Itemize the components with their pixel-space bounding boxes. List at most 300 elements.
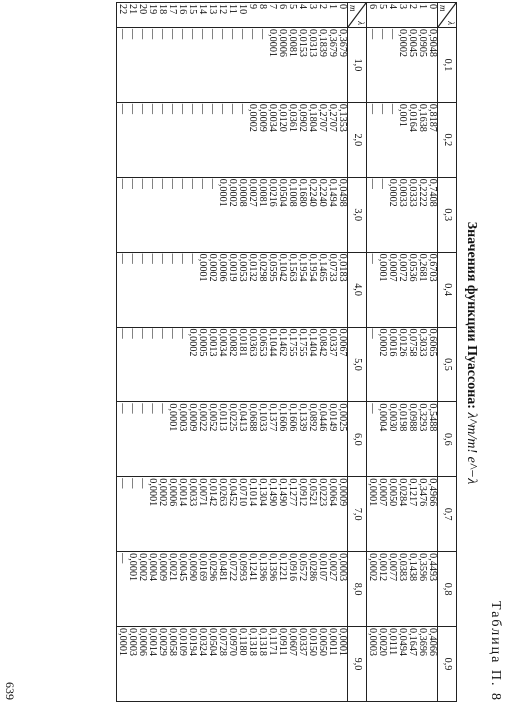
value-cell: 0,1180 xyxy=(237,628,248,656)
value-cell: 0,0004 xyxy=(377,403,388,432)
value-cell: 0,0494 xyxy=(397,628,408,657)
value-cell: — xyxy=(187,103,198,115)
value-cell: 0,0988 xyxy=(407,403,418,432)
value-cell: 0,0058 xyxy=(167,628,178,657)
value-cell: 0,0198 xyxy=(397,403,408,432)
header-row-part1 xyxy=(438,3,457,702)
m-index: 3 xyxy=(397,4,408,10)
value-cell: 0,0263 xyxy=(217,478,228,507)
value-cell: — xyxy=(177,29,188,40)
value-cell: 0,1318 xyxy=(257,628,268,657)
value-cell: 0,0284 xyxy=(397,478,408,507)
value-cell: 0,0025 xyxy=(337,403,348,432)
m-index: 12 xyxy=(217,4,228,15)
value-cell: 0,0313 xyxy=(307,29,318,58)
m-index: 7 xyxy=(267,4,278,10)
lambda-header: 7,0 xyxy=(348,477,367,552)
value-column xyxy=(367,252,438,327)
value-cell: 0,0020 xyxy=(377,628,388,657)
value-cell: 0,0498 xyxy=(337,178,348,207)
value-cell: 0,2707 xyxy=(317,103,328,132)
value-cell: — xyxy=(387,103,398,115)
value-cell: 0,0324 xyxy=(197,628,208,657)
value-cell: — xyxy=(177,328,188,339)
value-cell: 0,0002 xyxy=(227,178,238,207)
value-cell: 0,0363 xyxy=(247,328,258,357)
value-cell: 0,1954 xyxy=(297,253,308,282)
value-cell: 0,0001 xyxy=(117,628,128,657)
value-cell: — xyxy=(227,103,238,115)
value-cell: 0,1014 xyxy=(247,478,258,507)
value-cell: 0,3679 xyxy=(337,29,348,58)
value-cell: 0,1638 xyxy=(417,103,428,132)
value-cell: 0,0153 xyxy=(297,29,308,58)
value-cell: 0,1171 xyxy=(267,628,278,656)
value-cell: 0,1465 xyxy=(317,253,328,282)
lambda-header: 0,5 xyxy=(438,327,457,402)
m-index: 2 xyxy=(407,4,418,10)
value-cell: — xyxy=(167,253,178,264)
value-cell: 0,0607 xyxy=(287,628,298,657)
m-index-column xyxy=(367,3,438,28)
value-cell: — xyxy=(147,178,158,189)
value-cell: 0,0082 xyxy=(227,328,238,357)
m-index: 8 xyxy=(257,4,268,10)
value-cell: 0,0022 xyxy=(197,403,208,432)
value-cell: 0,0019 xyxy=(227,253,238,282)
value-cell: 0,0008 xyxy=(237,178,248,207)
value-cell: 0,0003 xyxy=(177,403,188,432)
value-cell: 0,2240 xyxy=(317,178,328,207)
m-index: 22 xyxy=(117,4,128,15)
value-cell: 0,0001 xyxy=(127,553,138,582)
value-cell: 0,1217 xyxy=(407,478,418,507)
value-cell: 0,4493 xyxy=(427,553,438,582)
value-cell: — xyxy=(367,253,378,264)
value-cell: 0,0006 xyxy=(277,29,288,58)
value-cell: 0,1277 xyxy=(287,478,298,507)
value-cell: 0,4966 xyxy=(427,478,438,507)
value-cell: — xyxy=(237,103,248,115)
value-cell: 0,3679 xyxy=(327,29,338,58)
value-cell: 0,0090 xyxy=(187,553,198,582)
value-cell: — xyxy=(117,553,128,564)
value-cell: — xyxy=(187,29,198,40)
row-label-m: m xyxy=(438,5,448,12)
lambda-header: 8,0 xyxy=(348,552,367,627)
value-cell: — xyxy=(377,178,388,189)
m-index: 20 xyxy=(137,4,148,15)
m-index: 13 xyxy=(207,4,218,15)
value-column xyxy=(367,177,438,252)
value-cell: 0,0009 xyxy=(337,478,348,507)
value-cell: 0,1839 xyxy=(317,29,328,58)
value-cell: 0,0120 xyxy=(277,103,288,132)
value-cell: 0,0033 xyxy=(187,478,198,507)
value-cell: 0,0001 xyxy=(147,478,158,507)
value-cell: 0,0842 xyxy=(317,328,328,357)
lambda-header: 5,0 xyxy=(348,327,367,402)
value-cell: 0,1304 xyxy=(257,478,268,507)
value-cell: — xyxy=(197,178,208,189)
value-cell: 0,4066 xyxy=(427,628,438,657)
value-cell: 0,1490 xyxy=(277,478,288,507)
value-cell: — xyxy=(127,328,138,339)
value-cell: 0,0164 xyxy=(407,103,418,132)
value-cell: 0,0033 xyxy=(397,178,408,207)
value-cell: 0,0452 xyxy=(227,478,238,507)
value-cell: — xyxy=(137,103,148,115)
value-cell: 0,1755 xyxy=(287,328,298,357)
lambda-header: 3,0 xyxy=(348,177,367,252)
value-cell: 0,0045 xyxy=(407,29,418,58)
value-cell: — xyxy=(177,103,188,115)
header-row-part2 xyxy=(348,3,367,702)
value-cell: 0,0001 xyxy=(337,628,348,657)
value-cell: 0,1033 xyxy=(257,403,268,432)
value-cell: — xyxy=(157,103,168,115)
value-cell: 0,0006 xyxy=(217,253,228,282)
value-cell: — xyxy=(157,178,168,189)
lambda-header: 4,0 xyxy=(348,252,367,327)
value-cell: 0,0223 xyxy=(317,478,328,507)
value-cell: — xyxy=(257,29,268,40)
lambda-header: 0,4 xyxy=(438,252,457,327)
value-cell: 0,0169 xyxy=(197,553,208,582)
value-cell: 0,3596 xyxy=(417,553,428,582)
value-cell: 0,1044 xyxy=(267,328,278,357)
lambda-header: 0,2 xyxy=(438,102,457,177)
value-cell: 0,0013 xyxy=(207,328,218,357)
value-cell: 0,1647 xyxy=(407,628,418,657)
col-label-lambda: λ xyxy=(356,21,366,25)
table-title xyxy=(463,0,479,706)
value-cell: 0,0481 xyxy=(217,553,228,582)
value-cell: — xyxy=(377,29,388,40)
corner-cell-part1 xyxy=(438,3,457,28)
value-cell: 0,0002 xyxy=(387,178,398,207)
value-cell: — xyxy=(367,29,378,40)
value-cell: — xyxy=(117,178,128,189)
value-cell: — xyxy=(207,178,218,189)
value-cell: 0,2707 xyxy=(327,103,338,132)
value-column xyxy=(367,402,438,477)
value-cell: 0,3696 xyxy=(417,628,428,657)
lambda-header: 0,8 xyxy=(438,552,457,627)
value-cell: 0,0002 xyxy=(157,478,168,507)
value-cell: — xyxy=(157,29,168,40)
value-cell: 0,0077 xyxy=(387,553,398,582)
m-index: 9 xyxy=(247,4,258,10)
value-cell: 0,0181 xyxy=(237,328,248,357)
value-cell: — xyxy=(197,103,208,115)
value-cell: 0,0007 xyxy=(387,253,398,282)
value-cell: — xyxy=(177,178,188,189)
value-cell: 0,0446 xyxy=(317,403,328,432)
value-cell: — xyxy=(147,403,158,414)
value-cell: 0,0758 xyxy=(407,328,418,357)
value-column xyxy=(367,28,438,103)
value-cell: 0,0005 xyxy=(197,328,208,357)
value-cell: — xyxy=(167,178,178,189)
value-cell: 0,0149 xyxy=(327,403,338,432)
m-index: 6 xyxy=(277,4,288,10)
value-column xyxy=(367,327,438,402)
value-cell: 0,0504 xyxy=(207,628,218,657)
value-cell: 0,0001 xyxy=(167,403,178,432)
value-cell: 0,0109 xyxy=(177,628,188,657)
value-cell: 0,0126 xyxy=(397,328,408,357)
value-cell: 0,0710 xyxy=(237,478,248,507)
value-cell: — xyxy=(367,103,378,115)
value-cell: 0,0296 xyxy=(207,553,218,582)
lambda-header: 9,0 xyxy=(348,627,367,702)
m-index: 17 xyxy=(167,4,178,15)
value-column xyxy=(367,627,438,702)
value-cell: 0,0142 xyxy=(207,478,218,507)
value-cell: 0,0029 xyxy=(157,628,168,657)
value-cell: — xyxy=(247,29,258,40)
value-cell: — xyxy=(197,29,208,40)
value-cell: 0,0333 xyxy=(407,178,418,207)
value-cell: — xyxy=(207,103,218,115)
value-cell: 0,0504 xyxy=(277,178,288,207)
value-column xyxy=(117,402,348,477)
value-cell: 0,0298 xyxy=(257,253,268,282)
value-cell: 0,0002 xyxy=(377,328,388,357)
m-index: 0 xyxy=(337,4,348,10)
value-cell: 0,0009 xyxy=(257,103,268,132)
value-cell: — xyxy=(137,253,148,264)
value-cell: 0,0337 xyxy=(297,628,308,657)
value-column xyxy=(117,177,348,252)
value-cell: — xyxy=(137,328,148,339)
value-cell: 0,0050 xyxy=(387,478,398,507)
m-index: 1 xyxy=(327,4,338,10)
m-index: 1 xyxy=(417,4,428,10)
value-cell: — xyxy=(117,328,128,339)
value-cell: — xyxy=(147,253,158,264)
value-cell: 0,0912 xyxy=(297,478,308,507)
value-cell: — xyxy=(187,253,198,264)
value-cell: 0,6703 xyxy=(427,253,438,282)
value-cell: 0,0194 xyxy=(187,628,198,657)
m-index: 10 xyxy=(237,4,248,15)
value-column xyxy=(117,252,348,327)
value-cell: — xyxy=(157,328,168,339)
value-cell: 0,0728 xyxy=(217,628,228,657)
value-cell: — xyxy=(147,328,158,339)
value-cell: 0,0905 xyxy=(417,29,428,58)
value-cell: — xyxy=(127,103,138,115)
m-index: 21 xyxy=(127,4,138,15)
value-cell: — xyxy=(137,178,148,189)
value-cell: 0,0001 xyxy=(197,253,208,282)
value-cell: 0,1804 xyxy=(307,103,318,132)
value-cell: 0,0053 xyxy=(237,253,248,282)
value-cell: 0,1221 xyxy=(277,553,288,582)
value-cell: 0,3476 xyxy=(417,478,428,507)
value-cell: 0,0916 xyxy=(287,553,298,582)
value-cell: 0,0572 xyxy=(297,553,308,582)
value-column xyxy=(117,28,348,103)
value-cell: — xyxy=(157,253,168,264)
value-cell: 0,0111 xyxy=(387,628,398,656)
value-column xyxy=(117,477,348,552)
value-cell: 0,0337 xyxy=(327,328,338,357)
value-cell: 0,0225 xyxy=(227,403,238,432)
lambda-header: 0,1 xyxy=(438,28,457,103)
value-cell: 0,1318 xyxy=(247,628,258,657)
value-cell: — xyxy=(367,403,378,414)
value-cell: 0,0001 xyxy=(267,29,278,58)
value-cell: — xyxy=(117,29,128,40)
value-cell: 0,0107 xyxy=(317,553,328,582)
value-cell: — xyxy=(137,478,148,489)
value-column xyxy=(367,102,438,177)
value-cell: — xyxy=(147,103,158,115)
value-cell: 0,0012 xyxy=(377,553,388,582)
value-cell: 0,0064 xyxy=(327,478,338,507)
value-cell: 0,0009 xyxy=(187,403,198,432)
value-cell: 0,1680 xyxy=(297,178,308,207)
poisson-table xyxy=(116,2,457,702)
value-cell: 0,0006 xyxy=(137,628,148,657)
value-cell: 0,0902 xyxy=(297,103,308,132)
value-cell: 0,0027 xyxy=(327,553,338,582)
value-cell: 0,0034 xyxy=(217,328,228,357)
value-cell: 0,2222 xyxy=(417,178,428,207)
value-cell: 0,0030 xyxy=(387,403,398,432)
value-cell: 0,8187 xyxy=(427,103,438,132)
value-cell: 0,0072 xyxy=(397,253,408,282)
value-column xyxy=(117,627,348,702)
value-cell: 0,0911 xyxy=(277,628,288,656)
value-cell: — xyxy=(117,103,128,115)
m-index: 16 xyxy=(177,4,188,15)
value-cell: 0,1042 xyxy=(277,253,288,282)
table-caption: Таблица П. 8 xyxy=(488,601,503,702)
m-index: 18 xyxy=(157,4,168,15)
value-cell: — xyxy=(157,403,168,414)
value-cell: 0,1462 xyxy=(277,328,288,357)
value-cell: 0,0014 xyxy=(147,628,158,657)
lambda-header: 6,0 xyxy=(348,402,367,477)
value-column xyxy=(367,477,438,552)
value-cell: 0,0216 xyxy=(267,178,278,207)
value-cell: 0,0653 xyxy=(257,328,268,357)
value-cell: — xyxy=(387,29,398,40)
value-cell: 0,0050 xyxy=(317,628,328,657)
value-cell: 0,0002 xyxy=(207,253,218,282)
m-index: 4 xyxy=(297,4,308,10)
page-number: 639 xyxy=(3,682,17,700)
value-cell: 0,0045 xyxy=(177,553,188,582)
value-cell: — xyxy=(117,253,128,264)
title-formula: λ^m/m! e^−λ xyxy=(464,412,479,485)
value-cell: 0,0361 xyxy=(287,103,298,132)
value-column xyxy=(117,102,348,177)
value-cell: 0,7408 xyxy=(427,178,438,207)
value-cell: 0,0003 xyxy=(127,628,138,657)
value-cell: — xyxy=(117,478,128,489)
value-cell: 0,0002 xyxy=(247,103,258,132)
value-cell: 0,0892 xyxy=(307,403,318,432)
value-cell: 0,3293 xyxy=(417,403,428,432)
value-cell: — xyxy=(127,29,138,40)
value-cell: 0,0970 xyxy=(227,628,238,657)
m-index: 14 xyxy=(197,4,208,15)
value-cell: — xyxy=(117,403,128,414)
value-cell: 0,0003 xyxy=(367,628,378,657)
value-cell: 0,1396 xyxy=(257,553,268,582)
value-cell: 0,1008 xyxy=(287,178,298,207)
value-cell: 0,1404 xyxy=(307,328,318,357)
col-label-lambda: λ xyxy=(446,21,456,25)
value-cell: 0,3033 xyxy=(417,328,428,357)
value-cell: — xyxy=(127,178,138,189)
value-cell: 0,0081 xyxy=(287,29,298,58)
title-text: Значения функции Пуассона: xyxy=(464,221,479,409)
value-cell: 0,0002 xyxy=(137,553,148,582)
value-cell: 0,0027 xyxy=(247,178,258,207)
lambda-header: 2,0 xyxy=(348,102,367,177)
m-index: 5 xyxy=(287,4,298,10)
value-cell: 0,0003 xyxy=(337,553,348,582)
value-cell: 0,0034 xyxy=(267,103,278,132)
value-cell: — xyxy=(207,29,218,40)
value-cell: 0,0006 xyxy=(167,478,178,507)
value-cell: 0,2681 xyxy=(417,253,428,282)
value-cell: — xyxy=(177,253,188,264)
value-cell: — xyxy=(137,403,148,414)
value-cell: 0,0001 xyxy=(367,478,378,507)
value-cell: 0,0132 xyxy=(247,253,258,282)
value-cell: 0,0521 xyxy=(307,478,318,507)
lambda-header: 0,9 xyxy=(438,627,457,702)
value-cell: — xyxy=(217,29,228,40)
m-index: 5 xyxy=(377,4,388,10)
value-cell: 0,001 xyxy=(397,103,408,127)
value-cell: — xyxy=(377,103,388,115)
value-cell: 0,1490 xyxy=(267,478,278,507)
row-label-m: m xyxy=(348,5,358,12)
value-cell: 0,0688 xyxy=(247,403,258,432)
value-cell: 0,0009 xyxy=(157,553,168,582)
value-cell: — xyxy=(367,178,378,189)
value-cell: 0,0733 xyxy=(327,253,338,282)
m-index-column xyxy=(117,3,348,28)
value-cell: — xyxy=(167,103,178,115)
value-cell: — xyxy=(167,328,178,339)
value-cell: 0,0001 xyxy=(217,178,228,207)
value-cell: 0,1377 xyxy=(267,403,278,432)
body-row-part2 xyxy=(117,3,348,702)
value-cell: 0,0150 xyxy=(307,628,318,657)
value-column xyxy=(117,552,348,627)
value-cell: 0,1396 xyxy=(267,553,278,582)
value-cell: — xyxy=(227,29,238,40)
value-cell: 0,0383 xyxy=(397,553,408,582)
value-cell: — xyxy=(127,478,138,489)
value-cell: 0,0002 xyxy=(367,553,378,582)
value-cell: 0,2240 xyxy=(307,178,318,207)
m-index: 6 xyxy=(367,4,378,10)
value-cell: 0,0004 xyxy=(147,553,158,582)
value-cell: 0,0113 xyxy=(217,403,228,432)
value-cell: — xyxy=(127,403,138,414)
corner-cell-part2 xyxy=(348,3,367,28)
